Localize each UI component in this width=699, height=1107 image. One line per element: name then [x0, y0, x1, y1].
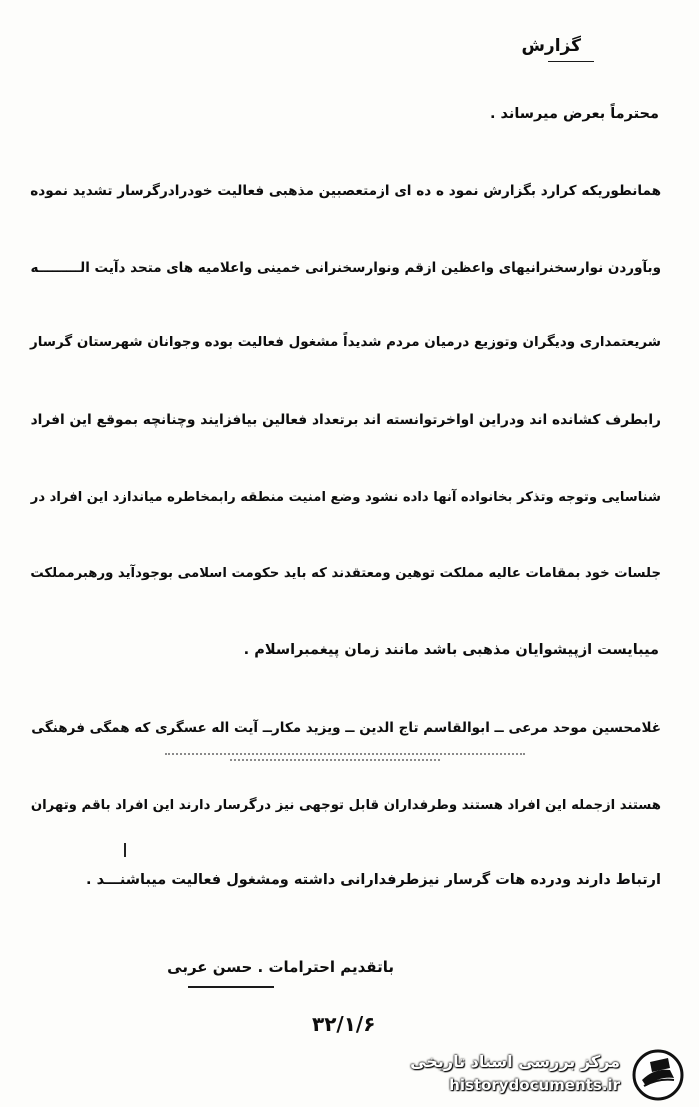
body-line-6: جلسات خود بمقامات عالیه مملکت توهین ومعتقدند که باید حکومت اسلامی بوجودآید ورهبرمملکت — [30, 566, 661, 581]
document-date: ۳۲/۱/۶ — [312, 1012, 376, 1036]
body-line-1: همانطوریکه کرارد بگزارش نمود ه ده ای ازمتعصبین مذهبی فعالیت خودرادرگرسار تشدید نموده — [30, 183, 661, 199]
watermark-name: مرکز بررسی اسناد تاریخی — [410, 1052, 620, 1071]
names-underline — [165, 753, 525, 755]
watermark-url: historydocuments.ir — [449, 1076, 620, 1094]
names-line: غلامحسین موحد مرعی ــ ابوالقاسم تاج الدین ــ ویزید مکارــ آیت اله عسگری که همگی فرهنگی — [31, 720, 661, 736]
document-title: گزارش — [521, 36, 581, 56]
archive-watermark — [410, 1046, 690, 1104]
body-line-7: میبایست ازپیشوایان مذهبی باشد مانند زمان پیغمبراسلام . — [243, 642, 659, 658]
body-line-4: رابطرف کشانده اند ودراین اواخرتوانسته اند برتعداد فعالین بیافزایند وچنانچه بموقع این افراد — [30, 412, 661, 428]
signoff: باتقدیم احترامات . حسن عربی — [167, 958, 394, 976]
body-line-9: ارتباط دارند ودرده هات گرسار نیزطرفدارانی داشته ومشغول فعالیت میباشنـــد . — [86, 872, 661, 888]
book-logo-icon — [630, 1048, 686, 1102]
margin-mark — [124, 843, 126, 857]
body-line-5: شناسایی وتوجه وتذکر بخانواده آنها داده نشود وضع امنیت منطقه رابمخاطره میاندازد این افراد در — [30, 490, 661, 505]
greeting: محترماً بعرض میرساند . — [489, 106, 659, 122]
body-line-2: وبآوردن نوارسخنرانیهای واعظین ازقم ونوارسخنرانی خمینی واعلامیه های متحد دآیت الـــــــــه — [30, 260, 661, 276]
names-underline-2 — [230, 759, 440, 761]
signature-underline — [188, 986, 274, 988]
title-underline — [548, 61, 594, 62]
body-line-3: شریعتمداری ودیگران وتوزیع درمیان مردم شدیداً مشغول فعالیت بوده وجوانان شهرستان گرسار — [29, 335, 661, 350]
body-line-8: هستند ازجمله این افراد هستند وطرفداران قابل توجهی نیز درگرسار دارند این افراد باقم وتهران — [30, 798, 661, 813]
